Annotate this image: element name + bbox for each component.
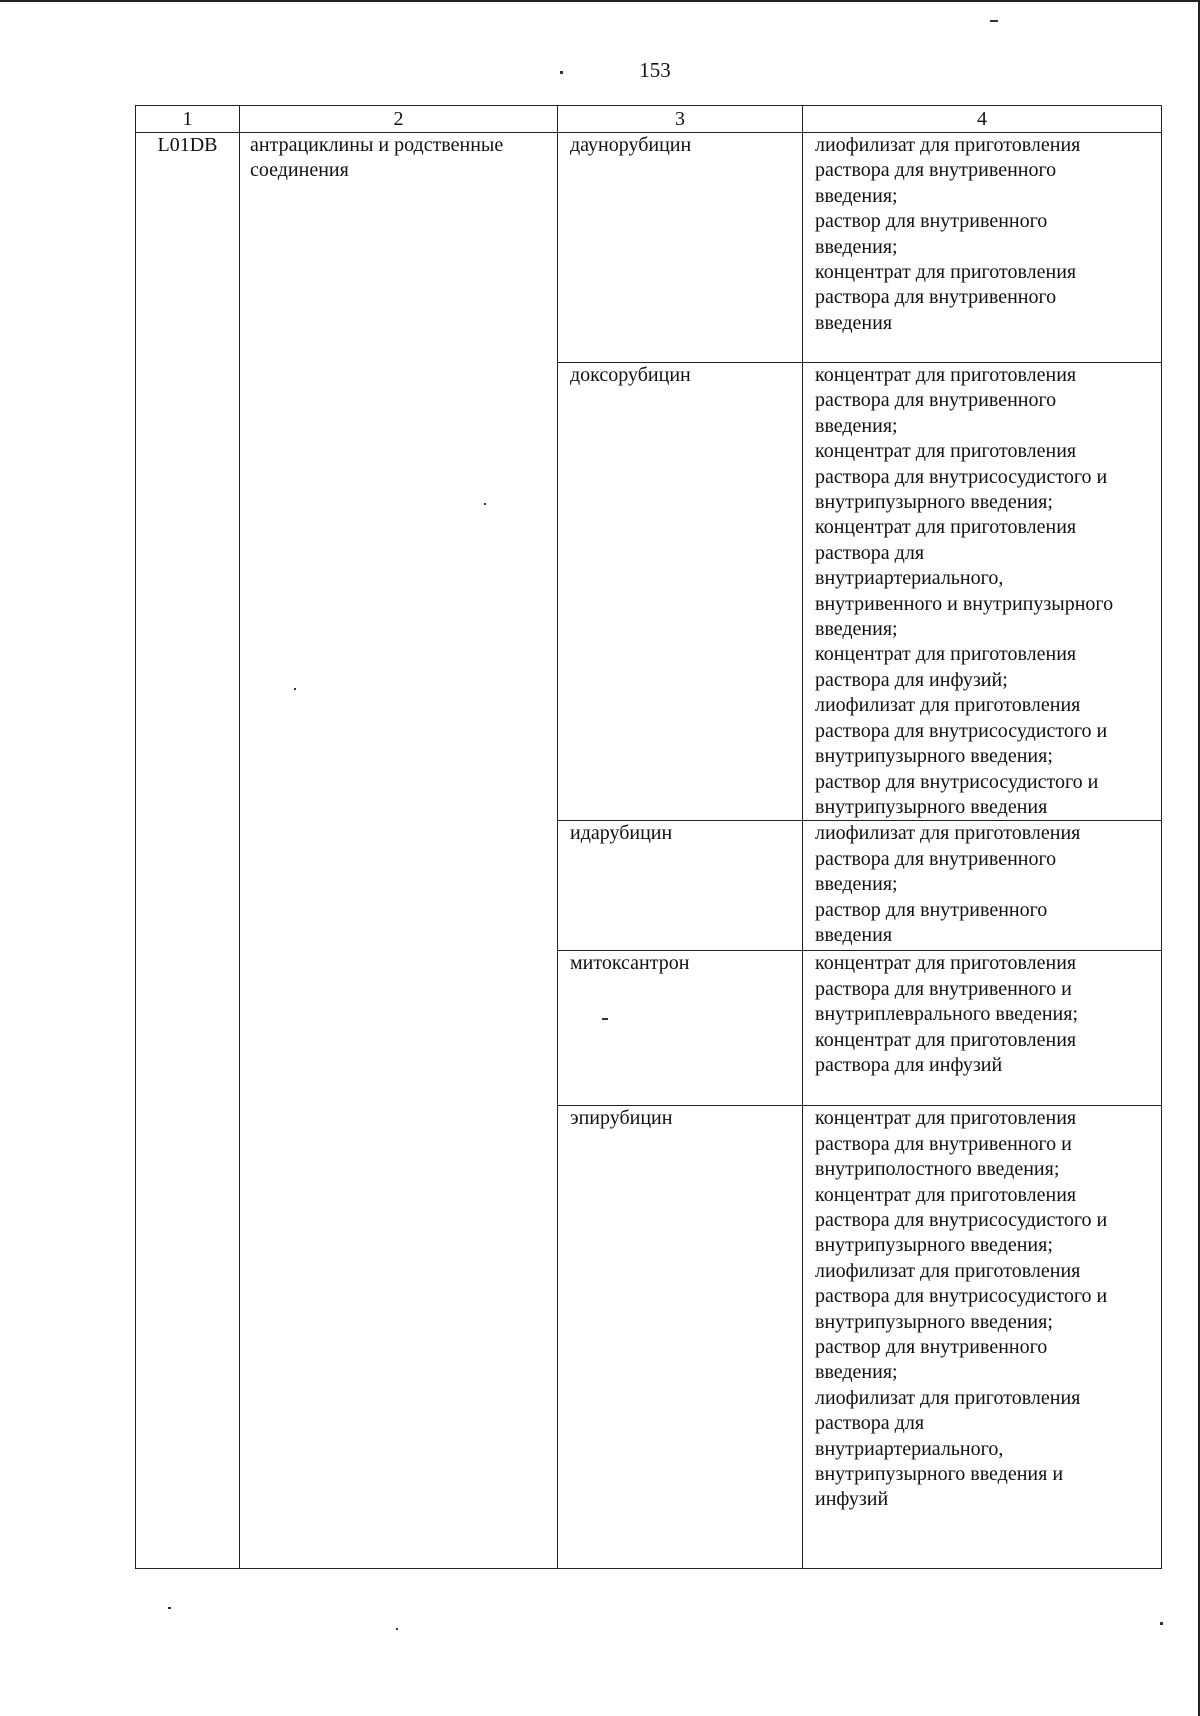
- dosage-form-line: концентрат для приготовления: [815, 364, 1077, 386]
- dosage-form-line: раствор для внутривенного: [815, 898, 1048, 921]
- dosage-form-line: концентрат для приготовления: [815, 643, 1077, 666]
- dosage-form-line: раствора для инфузий: [815, 1053, 1003, 1076]
- dosage-form-line: раствора для внутривенного: [815, 847, 1057, 870]
- dosage-form-line: раствора для внутривенного: [815, 159, 1057, 182]
- dosage-form-line: введения: [815, 923, 893, 946]
- dosage-form-line: введения;: [815, 873, 898, 896]
- dosage-form-line: раствор для внутривенного: [815, 1335, 1048, 1358]
- dosage-form-line: раствора для: [815, 1412, 925, 1435]
- group-name: антрациклины и родственные соединения: [240, 133, 558, 1569]
- dosage-form-line: концентрат для приготовления: [815, 952, 1077, 975]
- dosage-form-line: введения;: [815, 618, 898, 641]
- dosage-form-line: раствора для внутривенного и: [815, 1132, 1072, 1155]
- dosage-forms: [803, 1106, 1162, 1569]
- dosage-form-line: раствора для внутривенного: [815, 286, 1057, 309]
- atc-code: L01DB: [136, 133, 240, 1569]
- drug-name: доксорубицин: [558, 363, 803, 821]
- dosage-form-line: внутриполостного введения;: [815, 1158, 1060, 1181]
- dosage-form-line: введения: [815, 311, 893, 334]
- dosage-forms: [803, 951, 1162, 1106]
- dosage-form-line: внутриплеврального введения;: [815, 1003, 1078, 1026]
- dosage-forms: [803, 363, 1162, 821]
- dosage-form-line: лиофилизат для приготовления: [815, 822, 1081, 845]
- dosage-form-line: раствора для внутрисосудистого и: [815, 1208, 1108, 1231]
- column-header: 4: [803, 106, 1162, 133]
- dosage-form-line: внутрипузырного введения;: [815, 745, 1053, 768]
- page-number: 153: [639, 58, 671, 82]
- dosage-form-line: внутрипузырного введения;: [815, 491, 1053, 514]
- drug-name: даунорубицин: [558, 133, 803, 363]
- dosage-form-line: концентрат для приготовления: [815, 440, 1077, 463]
- column-header: 2: [240, 106, 558, 133]
- scan-speck: [560, 71, 563, 74]
- table-header-row: [136, 106, 1162, 133]
- scan-border-top: [0, 0, 1200, 6]
- drug-name: митоксантрон: [558, 951, 803, 1106]
- dosage-form-line: внутрипузырного введения;: [815, 1234, 1053, 1257]
- dosage-form-line: раствора для внутрисосудистого и: [815, 1285, 1108, 1308]
- drug-table: [135, 105, 1162, 1569]
- dosage-form-line: концентрат для приготовления: [815, 261, 1077, 284]
- dosage-form-line: введения;: [815, 235, 898, 258]
- dosage-form-line: инфузий: [815, 1488, 889, 1511]
- dosage-form-line: раствора для внутрисосудистого и: [815, 465, 1108, 488]
- scan-border-right: [1195, 0, 1200, 1716]
- dosage-form-line: концентрат для приготовления: [815, 1028, 1077, 1051]
- dosage-form-line: концентрат для приготовления: [815, 1183, 1077, 1206]
- dosage-form-line: введения;: [815, 414, 898, 437]
- table-row: [136, 133, 1162, 363]
- scan-speck: [396, 1628, 398, 1630]
- dosage-form-line: лиофилизат для приготовления: [815, 1386, 1081, 1409]
- dosage-form-line: лиофилизат для приготовления: [815, 1259, 1081, 1282]
- dosage-form-line: внутрипузырного введения и: [815, 1463, 1064, 1485]
- dosage-forms: [803, 133, 1162, 363]
- dosage-form-line: внутрипузырного введения;: [815, 1310, 1053, 1333]
- dosage-form-line: лиофилизат для приготовления: [815, 134, 1081, 156]
- dosage-form-line: раствора для внутривенного: [815, 389, 1057, 412]
- scan-speck: [990, 20, 998, 22]
- scan-speck: [168, 1607, 171, 1609]
- dosage-form-line: лиофилизат для приготовления: [815, 694, 1081, 717]
- column-header: 1: [136, 106, 240, 133]
- dosage-form-line: раствор для внутрисосудистого и: [815, 770, 1099, 793]
- dosage-form-line: концентрат для приготовления: [815, 516, 1077, 539]
- dosage-form-line: концентрат для приготовления: [815, 1107, 1077, 1130]
- column-header: 3: [558, 106, 803, 133]
- dosage-form-line: внутривенного и внутрипузырного: [815, 592, 1114, 615]
- dosage-form-line: введения;: [815, 1361, 898, 1384]
- dosage-form-line: раствора для внутрисосудистого и: [815, 719, 1108, 742]
- dosage-form-line: введения;: [815, 184, 898, 207]
- dosage-form-line: раствора для внутривенного и: [815, 977, 1072, 1000]
- dosage-form-line: внутрипузырного введения: [815, 795, 1048, 818]
- dosage-form-line: раствора для инфузий;: [815, 668, 1008, 691]
- dosage-form-line: раствора для: [815, 541, 925, 564]
- drug-name: идарубицин: [558, 821, 803, 951]
- dosage-form-line: внутриартериального,: [815, 567, 1004, 590]
- dosage-form-line: раствор для внутривенного: [815, 210, 1048, 233]
- dosage-form-line: внутриартериального,: [815, 1437, 1004, 1460]
- drug-name: эпирубицин: [558, 1106, 803, 1569]
- scan-speck: [1160, 1622, 1163, 1625]
- dosage-forms: [803, 821, 1162, 951]
